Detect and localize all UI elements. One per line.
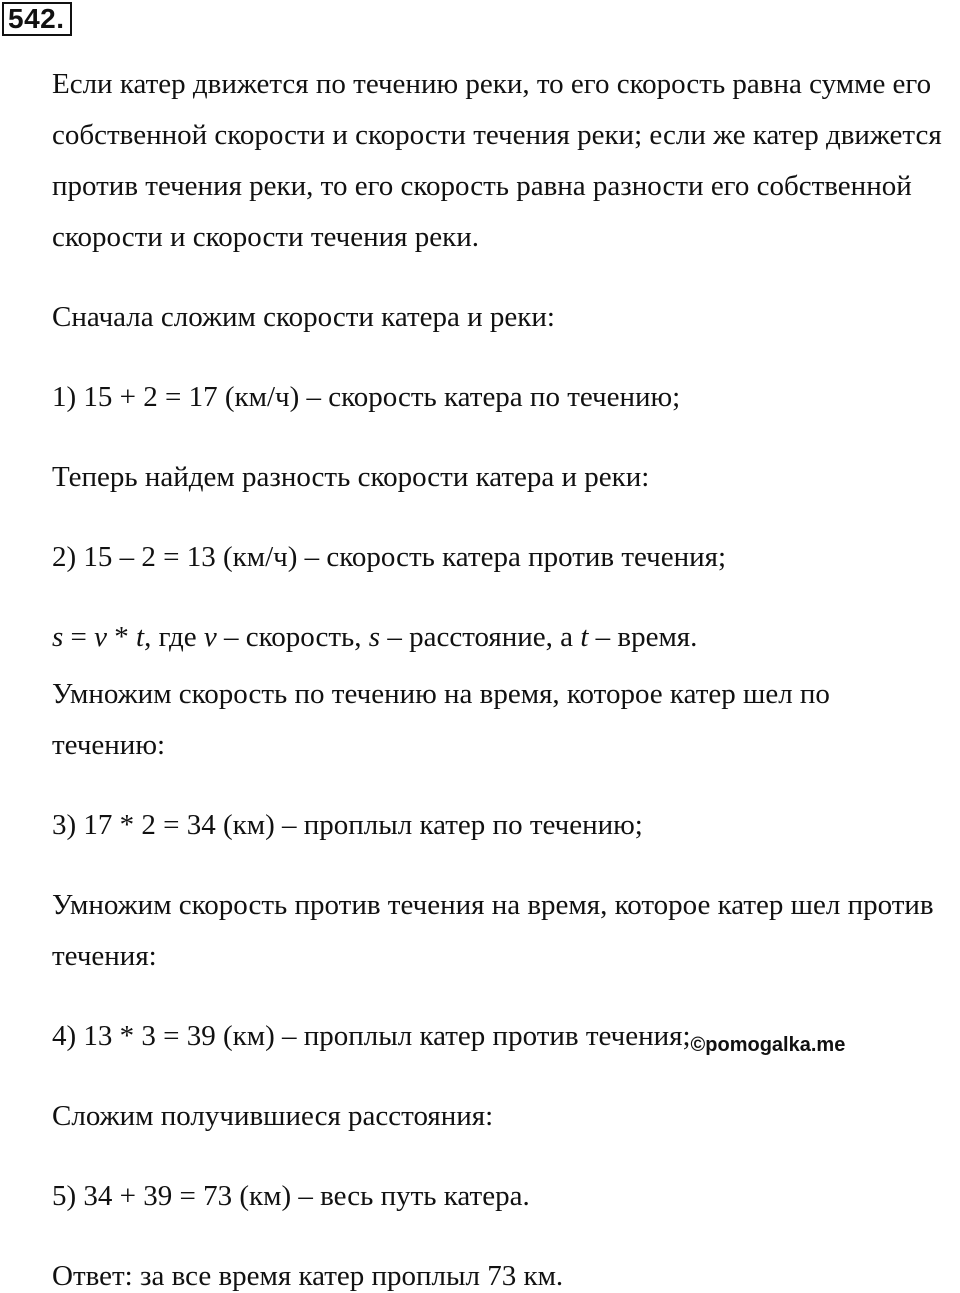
intro-line: Если катер движется по течению реки, то его скорость равна сумме его — [52, 68, 932, 100]
intro-line: собственной скорости и скорости течения реки; если же катер движется — [52, 119, 942, 151]
formula-var-v: v — [94, 621, 108, 653]
step-intro-3: течению: — [52, 729, 166, 761]
formula-var-v2: v — [203, 621, 217, 653]
step-intro-5: Сложим получившиеся расстояния: — [52, 1100, 494, 1132]
intro-line: против течения реки, то его скорость равна разности его собственной — [52, 170, 912, 202]
formula-where: , где — [144, 621, 204, 653]
step-4: 4) 13 * 3 = 39 (км) – проплыл катер против течения; — [52, 1020, 691, 1052]
step-intro-2: Теперь найдем разность скорости катера и реки: — [52, 461, 650, 493]
formula-t-desc: – время. — [588, 621, 698, 653]
step-intro-3: Умножим скорость по течению на время, которое катер шел по — [52, 678, 830, 710]
formula-var-t: t — [136, 621, 145, 653]
formula-var-s2: s — [368, 621, 381, 653]
step-3: 3) 17 * 2 = 34 (км) – проплыл катер по течению; — [52, 809, 643, 841]
step-4-line — [52, 1019, 845, 1056]
step-intro-1: Сначала сложим скорости катера и реки: — [52, 301, 555, 333]
answer: Ответ: за все время катер проплыл 73 км. — [52, 1260, 564, 1292]
formula-v-desc: – скорость, — [216, 621, 369, 653]
watermark: ©pomogalka.me — [690, 1034, 846, 1056]
formula-var-t2: t — [580, 621, 589, 653]
step-intro-4: Умножим скорость против течения на время, которое катер шел против — [52, 889, 934, 921]
formula-eq: = — [63, 621, 95, 653]
formula-var-s: s — [52, 621, 64, 653]
step-2: 2) 15 – 2 = 13 (км/ч) – скорость катера против течения; — [52, 541, 727, 573]
formula-mul: * — [107, 621, 137, 653]
formula-line — [52, 620, 697, 654]
step-1: 1) 15 + 2 = 17 (км/ч) – скорость катера по течению; — [52, 381, 681, 413]
problem-number: 542. — [2, 2, 72, 36]
formula-s-desc: – расстояние, а — [380, 621, 581, 653]
step-5: 5) 34 + 39 = 73 (км) – весь путь катера. — [52, 1180, 530, 1212]
step-intro-4: течения: — [52, 940, 157, 972]
intro-line: скорости и скорости течения реки. — [52, 221, 479, 253]
